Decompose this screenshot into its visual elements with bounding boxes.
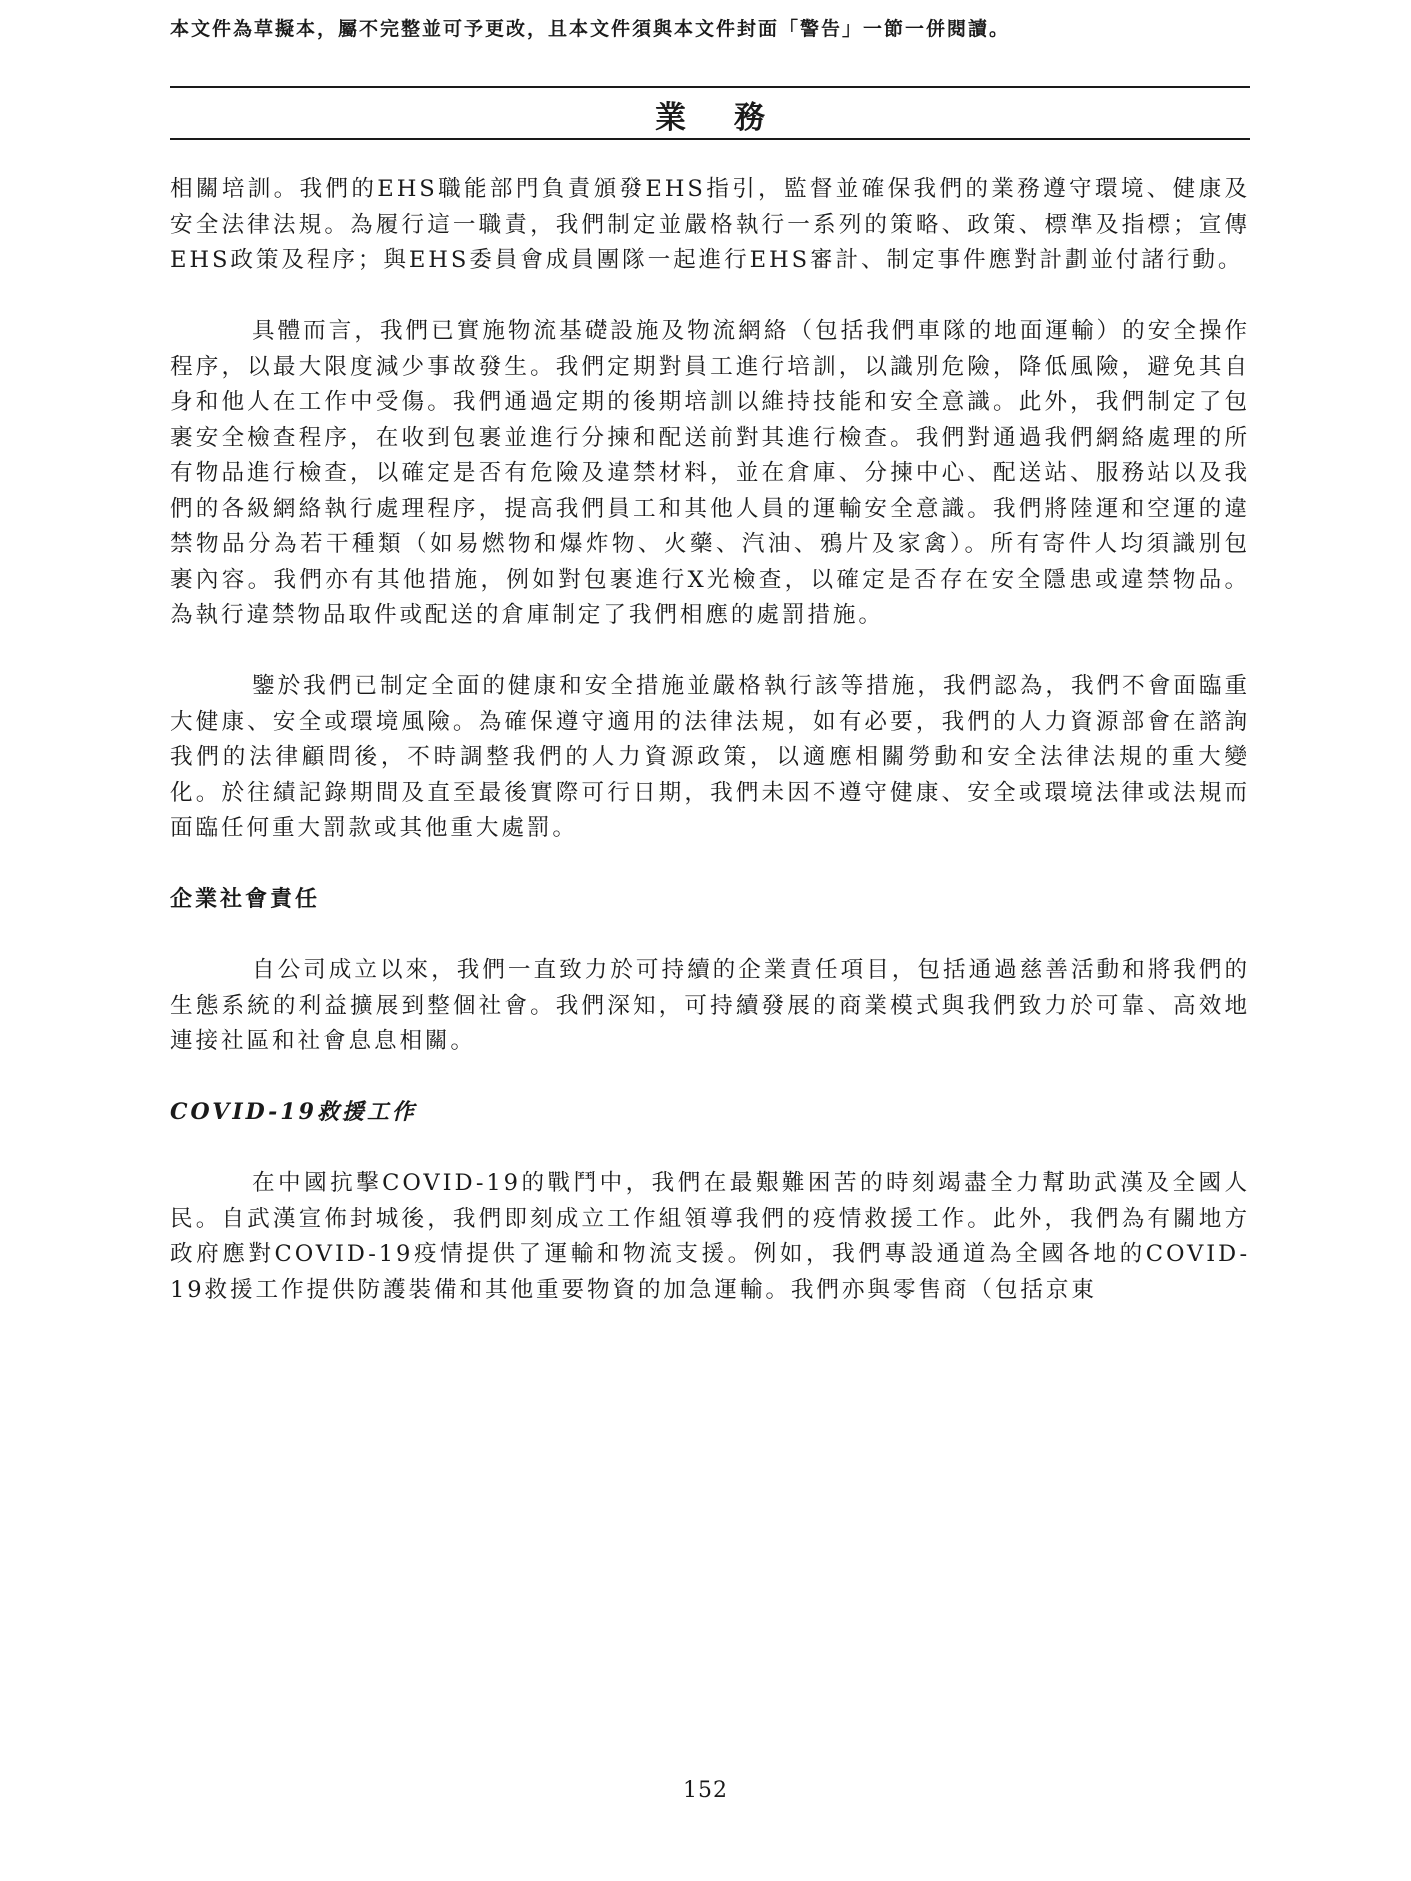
header-rule-bottom — [170, 138, 1250, 140]
page-number: 152 — [683, 1778, 728, 1803]
paragraph-spacer — [170, 1060, 1250, 1096]
paragraph-spacer — [170, 279, 1250, 315]
paragraph-ehs-training: 相關培訓。我們的EHS職能部門負責頒發EHS指引，監督並確保我們的業務遵守環境、健康及安全法律法規。為履行這一職責，我們制定並嚴格執行一系列的策略、政策、標準及指標；宣傳EHS政策及程序；與EHS委員會成員團隊一起進行EHS審計、制定事件應對計劃並付諸行動。 — [170, 176, 1250, 273]
heading-covid-relief: COVID-19救援工作 — [170, 1099, 417, 1125]
paragraph-health-safety-measures: 鑒於我們已制定全面的健康和安全措施並嚴格執行該等措施，我們認為，我們不會面臨重大健康、安全或環境風險。為確保遵守適用的法律法規，如有必要，我們的人力資源部會在諮詢我們的法律顧問後，不時調整我們的人力資源政策，以適應相關勞動和安全法律法規的重大變化。於往績記錄期間及直至最後實際可行日期，我們未因不遵守健康、安全或環境法律或法規而面臨任何重大罰款或其他重大處罰。 — [170, 673, 1250, 841]
paragraph-spacer — [170, 634, 1250, 670]
paragraph-safety-procedures: 具體而言，我們已實施物流基礎設施及物流網絡（包括我們車隊的地面運輸）的安全操作程序，以最大限度減少事故發生。我們定期對員工進行培訓，以識別危險，降低風險，避免其自身和他人在工作中受傷。我們通過定期的後期培訓以維持技能和安全意識。此外，我們制定了包裹安全檢查程序，在收到包裹並進行分揀和配送前對其進行檢查。我們對通過我們網絡處理的所有物品進行檢查，以確定是否有危險及違禁材料，並在倉庫、分揀中心、配送站、服務站以及我們的各級網絡執行處理程序，提高我們員工和其他人員的運輸安全意識。我們將陸運和空運的違禁物品分為若干種類（如易燃物和爆炸物、火藥、汽油、鴉片及家禽）。所有寄件人均須識別包裹內容。我們亦有其他措施，例如對包裹進行X光檢查，以確定是否存在安全隱患或違禁物品。為執行違禁物品取件或配送的倉庫制定了我們相應的處罰措施。 — [170, 318, 1250, 628]
draft-disclaimer: 本文件為草擬本，屬不完整並可予更改，且本文件須與本文件封面「警告」一節一併閱讀。 — [170, 18, 1011, 40]
paragraph-spacer — [170, 847, 1250, 883]
heading-corporate-social-responsibility: 企業社會責任 — [170, 886, 321, 912]
header-rule-top — [170, 86, 1250, 88]
paragraph-spacer — [170, 918, 1250, 954]
paragraph-covid-relief: 在中國抗擊COVID-19的戰鬥中，我們在最艱難困苦的時刻竭盡全力幫助武漢及全國人民。自武漢宣佈封城後，我們即刻成立工作組領導我們的疫情救援工作。此外，我們為有關地方政府應對COVID-19疫情提供了運輸和物流支援。例如，我們專設通道為全國各地的COVID-19救援工作提供防護裝備和其他重要物資的加急運輸。我們亦與零售商（包括京東 — [170, 1170, 1250, 1303]
paragraph-csr: 自公司成立以來，我們一直致力於可持續的企業責任項目，包括通過慈善活動和將我們的生態系統的利益擴展到整個社會。我們深知，可持續發展的商業模式與我們致力於可靠、高效地連接社區和社會息息相關。 — [170, 957, 1250, 1054]
section-title: 業務 — [655, 100, 813, 136]
body-content — [170, 172, 1250, 1308]
paragraph-spacer — [170, 1131, 1250, 1167]
